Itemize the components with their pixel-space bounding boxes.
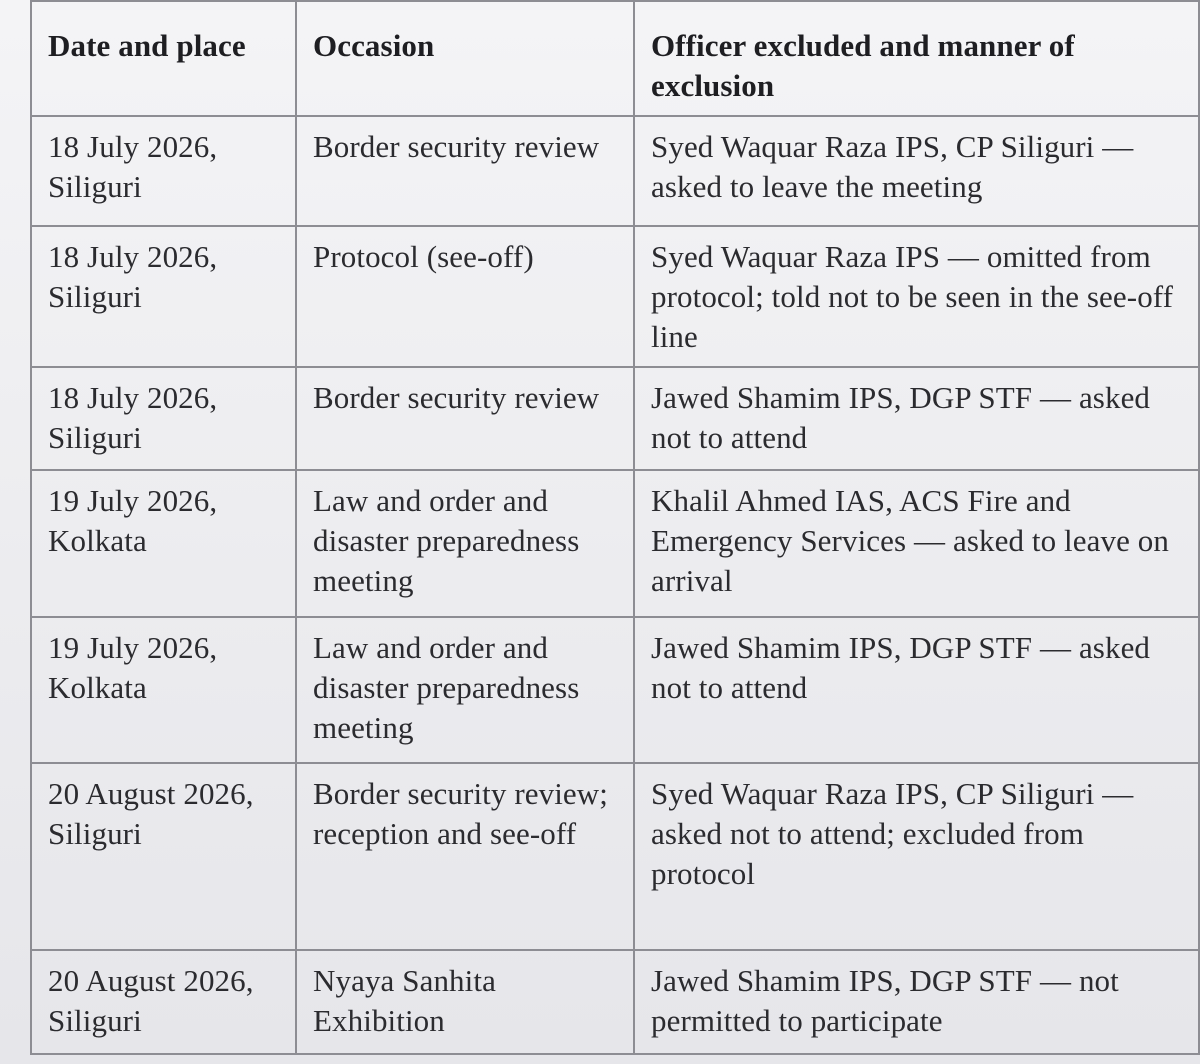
cell-occasion: Nyaya Sanhita Exhibition — [296, 950, 634, 1054]
cell-occasion: Law and order and disaster preparedness meeting — [296, 470, 634, 617]
cell-date-place: 18 July 2026, Siliguri — [31, 226, 296, 367]
cell-officer: Syed Waquar Raza IPS — omitted from protocol; told not to be seen in the see-off line — [634, 226, 1199, 367]
cell-occasion: Border security review; reception and see-off — [296, 763, 634, 950]
table-header-row — [31, 1, 1199, 116]
table-row — [31, 950, 1199, 1054]
cell-officer: Jawed Shamim IPS, DGP STF — asked not to attend — [634, 617, 1199, 763]
table-row — [31, 116, 1199, 226]
cell-occasion: Law and order and disaster preparedness meeting — [296, 617, 634, 763]
cell-officer: Syed Waquar Raza IPS, CP Siliguri — asked not to attend; excluded from protocol — [634, 763, 1199, 950]
table-row — [31, 617, 1199, 763]
table-row — [31, 367, 1199, 470]
table-row — [31, 763, 1199, 950]
cell-occasion: Protocol (see-off) — [296, 226, 634, 367]
exclusion-table — [30, 0, 1200, 1055]
cell-officer: Khalil Ahmed IAS, ACS Fire and Emergency Services — asked to leave on arrival — [634, 470, 1199, 617]
cell-occasion: Border security review — [296, 116, 634, 226]
cell-date-place: 18 July 2026, Siliguri — [31, 367, 296, 470]
cell-occasion: Border security review — [296, 367, 634, 470]
document-page — [30, 0, 1200, 1054]
cell-officer: Syed Waquar Raza IPS, CP Siliguri — asked to leave the meeting — [634, 116, 1199, 226]
table-row — [31, 226, 1199, 367]
cell-date-place: 20 August 2026, Siliguri — [31, 763, 296, 950]
cell-date-place: 20 August 2026, Siliguri — [31, 950, 296, 1054]
cell-date-place: 19 July 2026, Kolkata — [31, 617, 296, 763]
header-officer-excluded: Officer excluded and manner of exclusion — [634, 1, 1199, 116]
cell-officer: Jawed Shamim IPS, DGP STF — asked not to attend — [634, 367, 1199, 470]
cell-date-place: 19 July 2026, Kolkata — [31, 470, 296, 617]
cell-officer: Jawed Shamim IPS, DGP STF — not permitted to participate — [634, 950, 1199, 1054]
cell-date-place: 18 July 2026, Siliguri — [31, 116, 296, 226]
header-date-place: Date and place — [31, 1, 296, 116]
header-occasion: Occasion — [296, 1, 634, 116]
table-row — [31, 470, 1199, 617]
